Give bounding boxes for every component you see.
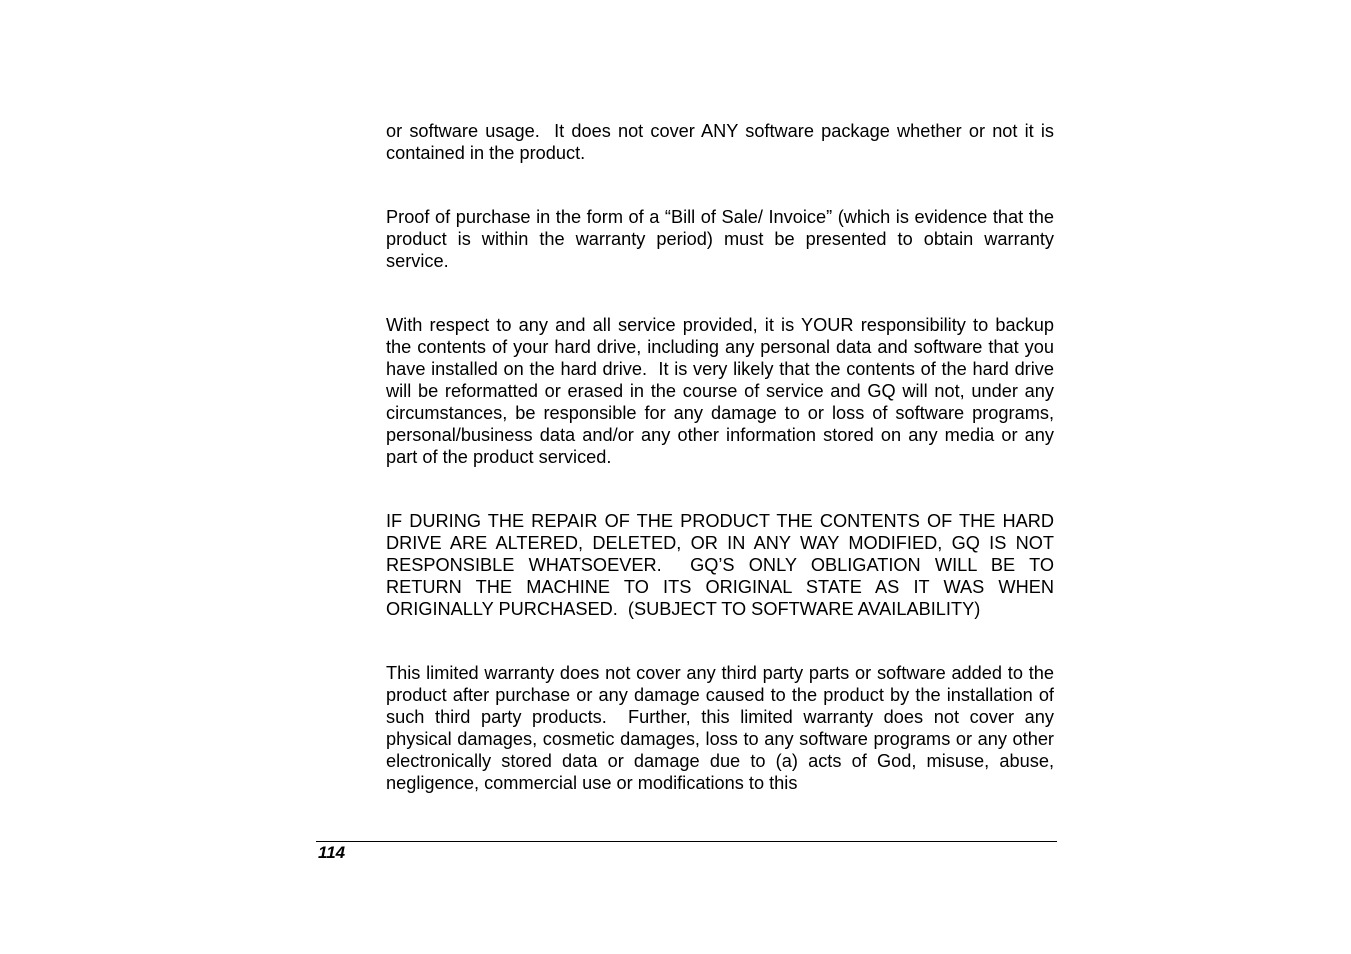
- paragraph-limited-warranty-exclusions: This limited warranty does not cover any third party parts or software added to the product after purchase or any damage caused to the product by the installation of such third party products. Further, this limited warranty does not cover any physical damages, cosmetic damages, loss to any software programs or any other electronically stored data or damage due to (a) acts of God, misuse, abuse, negligence, commercial use or modifications to this: [386, 663, 1060, 793]
- paragraph-proof-of-purchase: Proof of purchase in the form of a “Bill of Sale/ Invoice” (which is evidence that the product is within the warranty period) must be presented to obtain warranty service.: [386, 207, 1060, 271]
- body-text: [386, 120, 1060, 794]
- paragraph-hard-drive-disclaimer: IF DURING THE REPAIR OF THE PRODUCT THE CONTENTS OF THE HARD DRIVE ARE ALTERED, DELETED, OR IN ANY WAY MODIFIED, GQ IS NOT RESPONSIBLE WHATSOEVER. GQ’S ONLY OBLIGATION WILL BE TO RETURN THE MACHINE TO ITS ORIGINAL STATE AS IT WAS WHEN ORIGINALLY PURCHASED. (SUBJECT TO SOFTWARE AVAILABILITY): [386, 511, 1060, 619]
- paragraph-software-usage: or software usage. It does not cover ANY software package whether or not it is contained in the product.: [386, 121, 1060, 163]
- paragraph-backup-responsibility: With respect to any and all service provided, it is YOUR responsibility to backup the contents of your hard drive, including any personal data and software that you have installed on the hard drive. It is very likely that the contents of the hard drive will be reformatted or erased in the course of service and GQ will not, under any circumstances, be responsible for any damage to or loss of software programs, personal/business data and/or any other information stored on any media or any part of the product serviced.: [386, 315, 1060, 467]
- page-number: 114: [318, 843, 346, 862]
- footer-divider: [316, 841, 1057, 842]
